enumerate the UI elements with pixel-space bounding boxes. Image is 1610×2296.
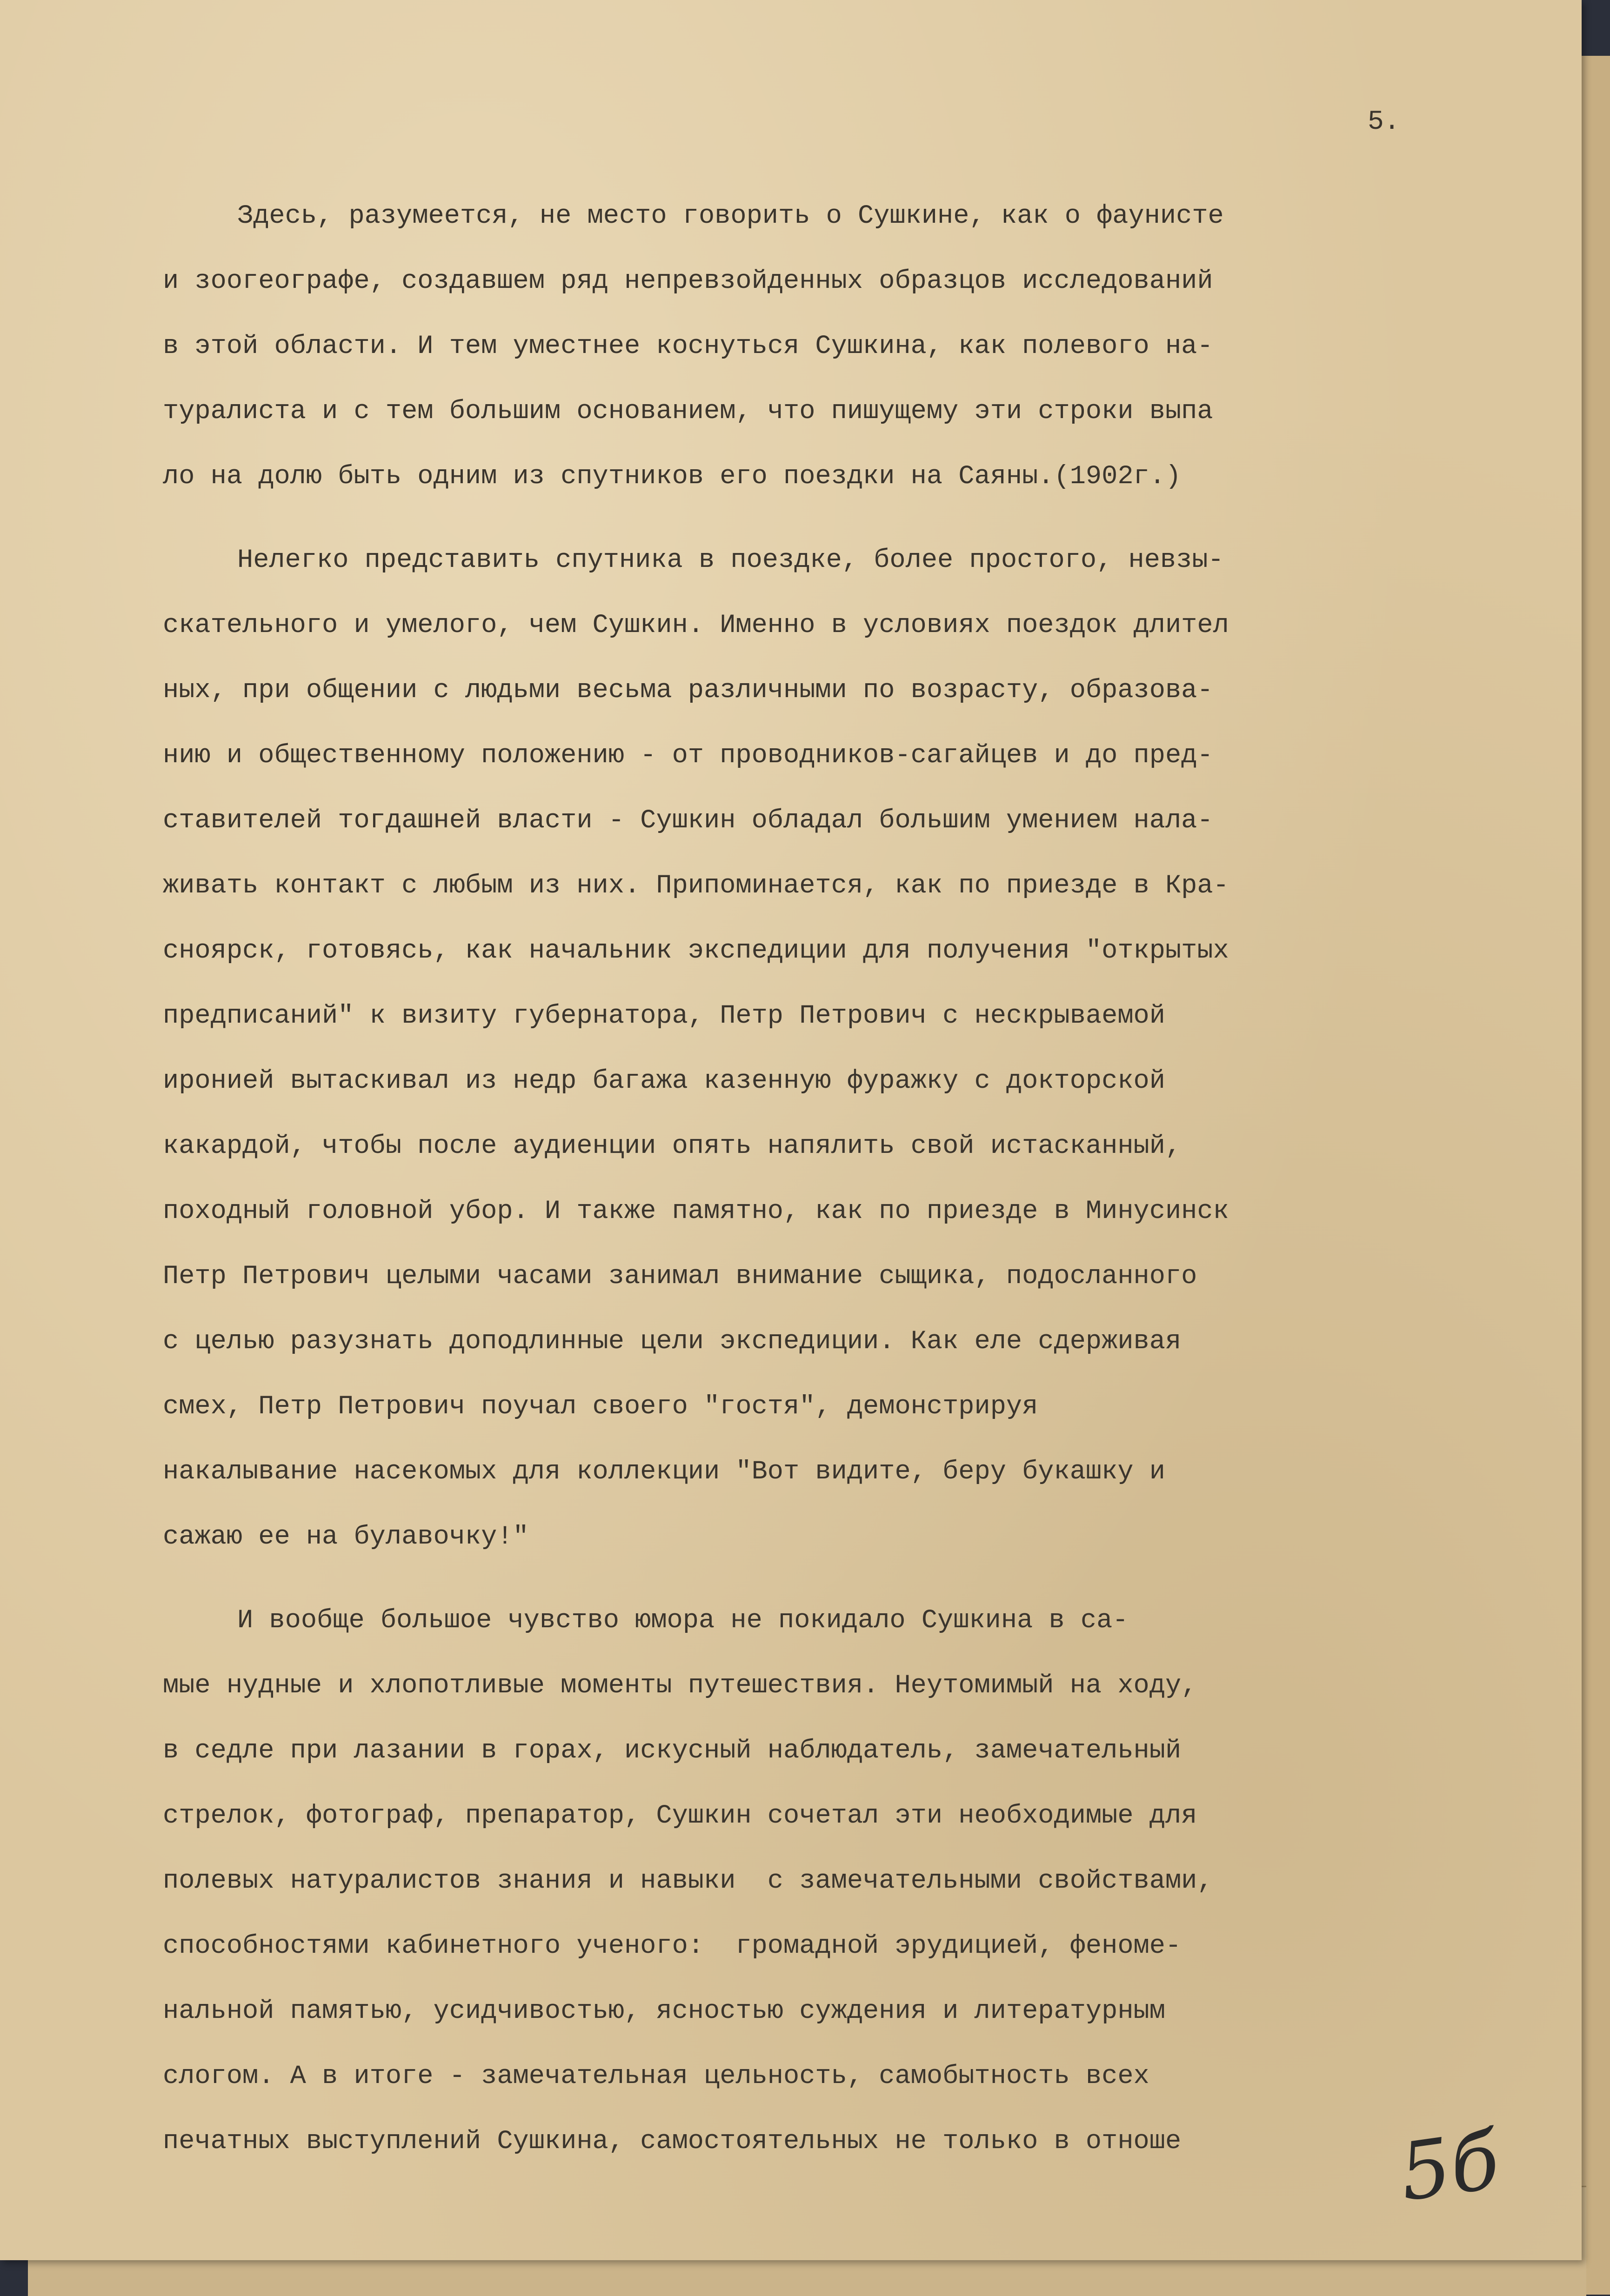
text-line: туралиста и с тем большим основанием, что пишущему эти строки выпа [163, 397, 1213, 426]
text-line: сажаю ее на булавочку!" [163, 1522, 529, 1552]
text-line: предписаний" к визиту губернатора, Петр Петрович с нескрываемой [163, 1001, 1165, 1031]
text-line: ных, при общении с людьми весьма различными по возрасту, образова- [163, 676, 1213, 705]
text-line: и зоогеографе, создавшем ряд непревзойденных образцов исследований [163, 266, 1213, 296]
text-line: накалывание насекомых для коллекции "Вот видите, беру букашку и [163, 1457, 1165, 1487]
handwritten-folio-number: 5б [1394, 2114, 1505, 2219]
text-line: Петр Петрович целыми часами занимал внимание сыщика, подосланного [163, 1262, 1197, 1291]
text-line: с целью разузнать доподлинные цели экспедиции. Как еле сдерживая [163, 1327, 1182, 1357]
text-line: сноярск, готовясь, как начальник экспедиции для получения "открытых [163, 936, 1229, 966]
page-number: 5. [1368, 107, 1400, 137]
paragraph-gap [163, 1570, 1512, 1588]
text-line: слогом. А в итоге - замечательная цельность, самобытность всех [163, 2062, 1149, 2091]
body-text [163, 184, 1512, 2174]
text-line: печатных выступлений Сушкина, самостоятельных не только в отноше [163, 2127, 1182, 2156]
text-line: Нелегко представить спутника в поездке, более простого, невзы- [237, 546, 1224, 575]
text-line: Здесь, разумеется, не место говорить о Сушкине, как о фаунисте [237, 201, 1224, 231]
text-line: скательного и умелого, чем Сушкин. Именно в условиях поездок длител [163, 611, 1229, 640]
text-line: иронией вытаскивал из недр багажа казенную фуражку с докторской [163, 1066, 1165, 1096]
text-line: смех, Петр Петрович поучал своего "гостя", демонстрируя [163, 1392, 1038, 1422]
text-line: способностями кабинетного ученого: громадной эрудицией, феноме- [163, 1931, 1182, 1961]
text-line: мые нудные и хлопотливые моменты путешествия. Неутомимый на ходу, [163, 1671, 1197, 1701]
text-line: ло на долю быть одним из спутников его поездки на Саяны.(1902г.) [163, 462, 1182, 492]
text-line: полевых натуралистов знания и навыки с замечательными свойствами, [163, 1866, 1213, 1896]
text-line: стрелок, фотограф, препаратор, Сушкин сочетал эти необходимые для [163, 1801, 1197, 1831]
text-line: ставителей тогдашней власти - Сушкин обладал большим умением нала- [163, 806, 1213, 836]
text-line: в этой области. И тем уместнее коснуться Сушкина, как полевого на- [163, 332, 1213, 361]
text-line: нию и общественному положению - от проводников-сагайцев и до пред- [163, 741, 1213, 771]
text-line: походный головной убор. И также памятно, как по приезде в Минусинск [163, 1197, 1229, 1226]
text-line: в седле при лазании в горах, искусный наблюдатель, замечательный [163, 1736, 1182, 1766]
text-line: И вообще большое чувство юмора не покидало Сушкина в са- [237, 1606, 1129, 1636]
text-line: нальной памятью, усидчивостью, ясностью суждения и литературным [163, 1997, 1165, 2026]
text-line: живать контакт с любым из них. Припоминается, как по приезде в Кра- [163, 871, 1229, 901]
text-line: какардой, чтобы после аудиенции опять напялить свой истасканный, [163, 1131, 1182, 1161]
paragraph-gap [163, 509, 1512, 528]
